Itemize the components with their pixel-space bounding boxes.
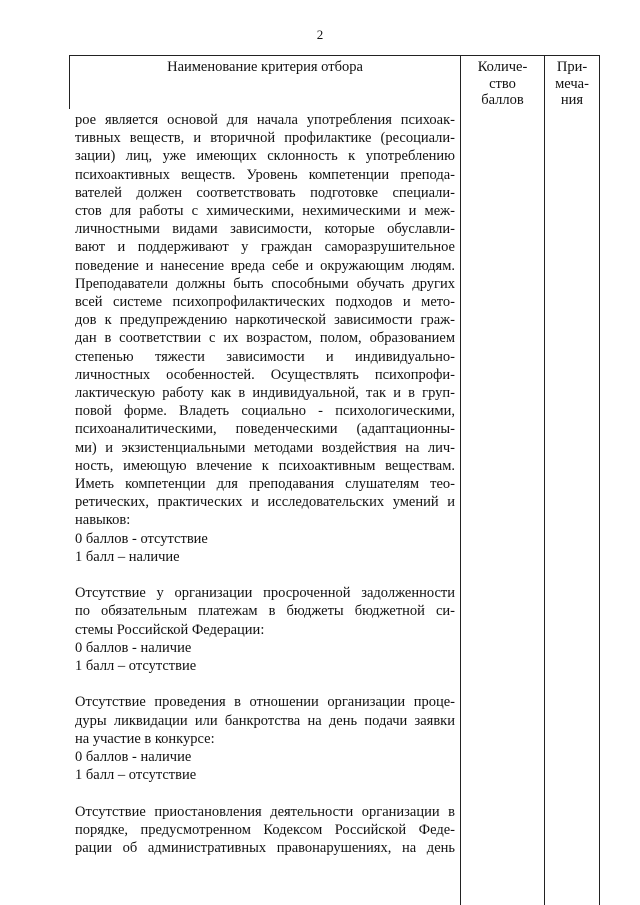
criterion-text-line: ми) и экзистенциальными методами воздействия на лич- [75,439,455,456]
criterion-text-line: личностных особенностей. Осуществлять психопрофи- [75,366,455,383]
criterion-text-line: Преподаватели должны быть способными обучать других [75,275,455,292]
score-option: 0 баллов - наличие [75,639,192,656]
score-column-divider [460,55,461,905]
criterion-text-line: вают и поддерживают у граждан саморазрушительное [75,239,455,256]
criterion-text-line: психоактивных веществ. Уровень компетенции препода- [75,166,455,183]
score-option: 0 баллов - наличие [75,749,192,766]
score-column-header [461,59,544,109]
table-right-border [599,55,600,905]
criterion-text-line: ность, имеющую влечение к психоактивным веществам. [75,457,455,474]
criterion-text-line: по обязательным платежам в бюджеты бюджетной си- [75,603,455,620]
score-option: 1 балл – отсутствие [75,767,197,784]
criterion-text-line: дан в соответствии с их возрастом, полом, образованием [75,330,455,347]
score-option: 1 балл – наличие [75,548,180,565]
note-column-divider [544,55,545,905]
block-gap [75,675,455,693]
criterion-text-line: вателей должен соответствовать подготовке специали- [75,184,455,201]
criterion-text-line: порядке, предусмотренном Кодексом Российской Феде- [75,821,455,838]
criterion-text-line: Отсутствие приостановления деятельности организации в [75,803,455,820]
block-gap [75,566,455,584]
note-column-header-line: меча- [555,75,589,92]
table-top-border [69,55,600,56]
criterion-text-line: дов к предупреждению наркотической зависимости граж- [75,312,455,329]
criterion-block [75,584,455,675]
score-column-header-line: Количе- [477,59,528,75]
criterion-text-line: Отсутствие у организации просроченной задолженности [75,585,455,602]
criterion-block [75,111,455,566]
criterion-text-line: поведение и нанесение вреда себе и окружающим людям. [75,257,455,274]
criterion-text-line: на участие в конкурсе: [75,730,215,747]
criterion-text-line: психоаналитическими, поведенческими (адаптационны- [75,421,455,438]
criterion-text-line: тивных веществ, и вторичной профилактике (ресоциали- [75,130,455,147]
criterion-block [75,693,455,784]
score-column-header-line: ство [489,75,516,92]
criterion-text-line: повой форме. Владеть социально - психологическими, [75,403,455,420]
criterion-text-line: личностными видами зависимости, которые обуславли- [75,221,455,238]
criterion-text-line: всей системе психопрофилактических подходов и мето- [75,294,455,311]
criterion-text-line: Иметь компетенции для преподавания слушателям тео- [75,476,455,493]
criterion-text-line: степенью тяжести зависимости и индивидуально- [75,348,455,365]
note-column-header-line: При- [556,59,588,75]
criteria-text-column [75,111,455,857]
criterion-column-header [70,59,460,76]
score-option: 0 баллов - отсутствие [75,530,208,547]
criterion-column-header-text: Наименование критерия отбора [167,59,363,75]
criterion-text-line: стемы Российской Федерации: [75,621,265,638]
criterion-text-line: навыков: [75,512,131,529]
note-column-header-line: ния [560,92,584,108]
criterion-text-line: рое является основой для начала употребления психоак- [75,112,455,128]
criterion-text-line: рации об административных правонарушениях, на день [75,840,455,857]
page-number: 2 [316,27,324,42]
note-column-header [545,59,599,109]
criterion-text-line: стов для работы с химическими, нехимическими и меж- [75,203,455,220]
criterion-text-line: ретических, практических и исследовательских умений и [75,494,455,511]
score-column-header-line: баллов [481,92,524,108]
criterion-text-line: зации) лиц, уже имеющих склонность к употреблению [75,148,455,165]
criterion-text-line: Отсутствие проведения в отношении организации проце- [75,694,455,711]
criterion-text-line: лактическую работу как в индивидуальной, так и в груп- [75,385,455,402]
criterion-text-line: дуры ликвидации или банкротства на день подачи заявки [75,712,455,729]
score-option: 1 балл – отсутствие [75,658,197,675]
criterion-block [75,803,455,858]
block-gap [75,784,455,802]
